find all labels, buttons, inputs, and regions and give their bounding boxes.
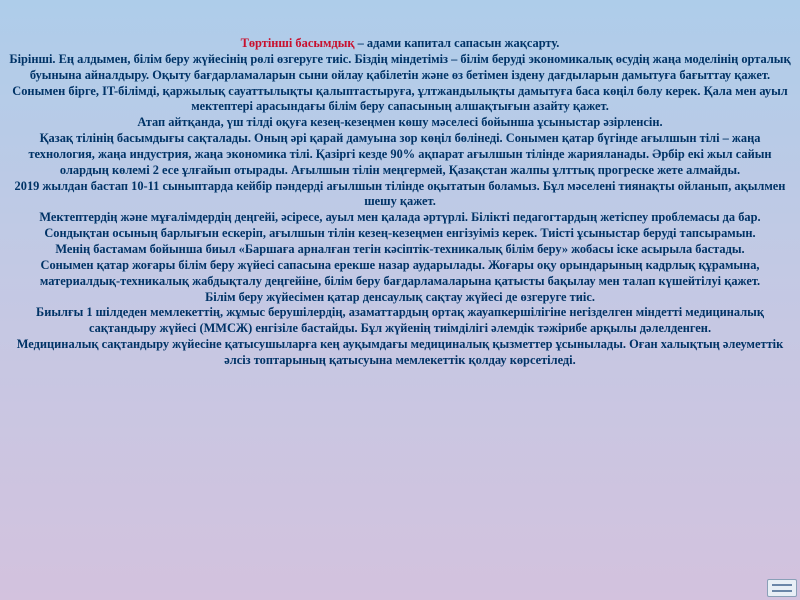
title-highlight: Төртінші басымдық (240, 36, 355, 50)
paragraph-4: Қазақ тілінің басымдығы сақталады. Оның әрі қарай дамуына зор көңіл бөлінеді. Сонымен қатар бүгінде ағылшын тілі – жаңа технология, жаңа индустрия, жаңа экономика тілі. Қазіргі кезде 90% ақпарат ағылшын тілінде жарияланады. Әрбір екі жыл сайын олардың көлемі 2 есе ұлғайып отырады. Ағылшын тілін меңгермей, Қазақстан жалпы ұлттық прогреске жете алмайды. (28, 131, 772, 177)
screen-icon[interactable] (767, 579, 797, 597)
paragraph-10: Биылғы 1 шілдеден мемлекеттің, жұмыс берушілердің, азаматтардың ортақ жауапкершілігіне негізделген міндетті медициналық сақтандыру жүйесі (ММСЖ) енгізіле бастайды. Бұл жүйенің тиімділігі әлемдік тәжірибе арқылы дәлелденген. (36, 305, 764, 336)
paragraph-1: Бірінші. Ең алдымен, білім беру жүйесінің рөлі өзгеруге тиіс. Біздің міндетіміз – білім беруді экономикалық өсудің жаңа моделінің орталық буынына айналдыру. Оқыту бағдарламаларын сыни ойлау қабілетін және өз бетімен іздену дағдыларын дамытуға бағыттау қажет. (9, 51, 791, 82)
paragraph-2: Сонымен бірге, IT-білімді, қаржылық сауаттылықты қалыптастыруға, ұлтжандылықты дамытуға баса көңіл бөлу керек. Қала мен ауыл мектептері арасындағы білім беру сапасының алшақтығын азайту қажет. (12, 83, 788, 114)
paragraph-11: Медициналық сақтандыру жүйесіне қатысушыларға кең ауқымдағы медициналық қызметтер ұсынылады. Оған халықтың әлеуметтік әлсіз топтарының қатысуына мемлекеттік қолдау көрсетіледі. (16, 337, 784, 367)
paragraph-5: 2019 жылдан бастап 10-11 сыныптарда кейбір пәндерді ағылшын тілінде оқытатын боламыз. Бұл мәселені тиянақты ойланып, ақылмен шешу қажет. (14, 178, 786, 209)
paragraph-8: Сонымен қатар жоғары білім беру жүйесі сапасына ерекше назар аударылады. Жоғары оқу орындарының кадрлық құрамына, материалдық-техникалық жабдықталу деңгейіне, білім беру бағдарламаларына қатысты бақылау мен талап күшейтілуі қажет. (39, 257, 761, 288)
slide-title (6, 36, 794, 52)
paragraph-6: Мектептердің және мұғалімдердің деңгейі, әсіресе, ауыл мен қалада әртүрлі. Білікті педагогтардың жетіспеу проблемасы да бар. Сондықтан осының барлығын ескеріп, ағылшын тілін кезең-кезеңмен енгізуіміз керек. Тиісті ұсыныстар беруді тапсырамын. (39, 210, 761, 241)
paragraph-7: Менің бастамам бойынша биыл «Баршаға арналған тегін кәсіптік-техникалық білім беру» жобасы іске асырыла бастады. (55, 241, 745, 256)
slide-text-block (6, 36, 794, 369)
paragraph-9: Білім беру жүйесімен қатар денсаулық сақтау жүйесі де өзгеруге тиіс. (205, 289, 595, 304)
title-rest: – адами капитал сапасын жақсарту. (354, 36, 560, 50)
paragraph-3: Атап айтқанда, үш тілді оқуға кезең-кезеңмен көшу мәселесі бойынша ұсыныстар әзірленсін. (137, 115, 663, 130)
